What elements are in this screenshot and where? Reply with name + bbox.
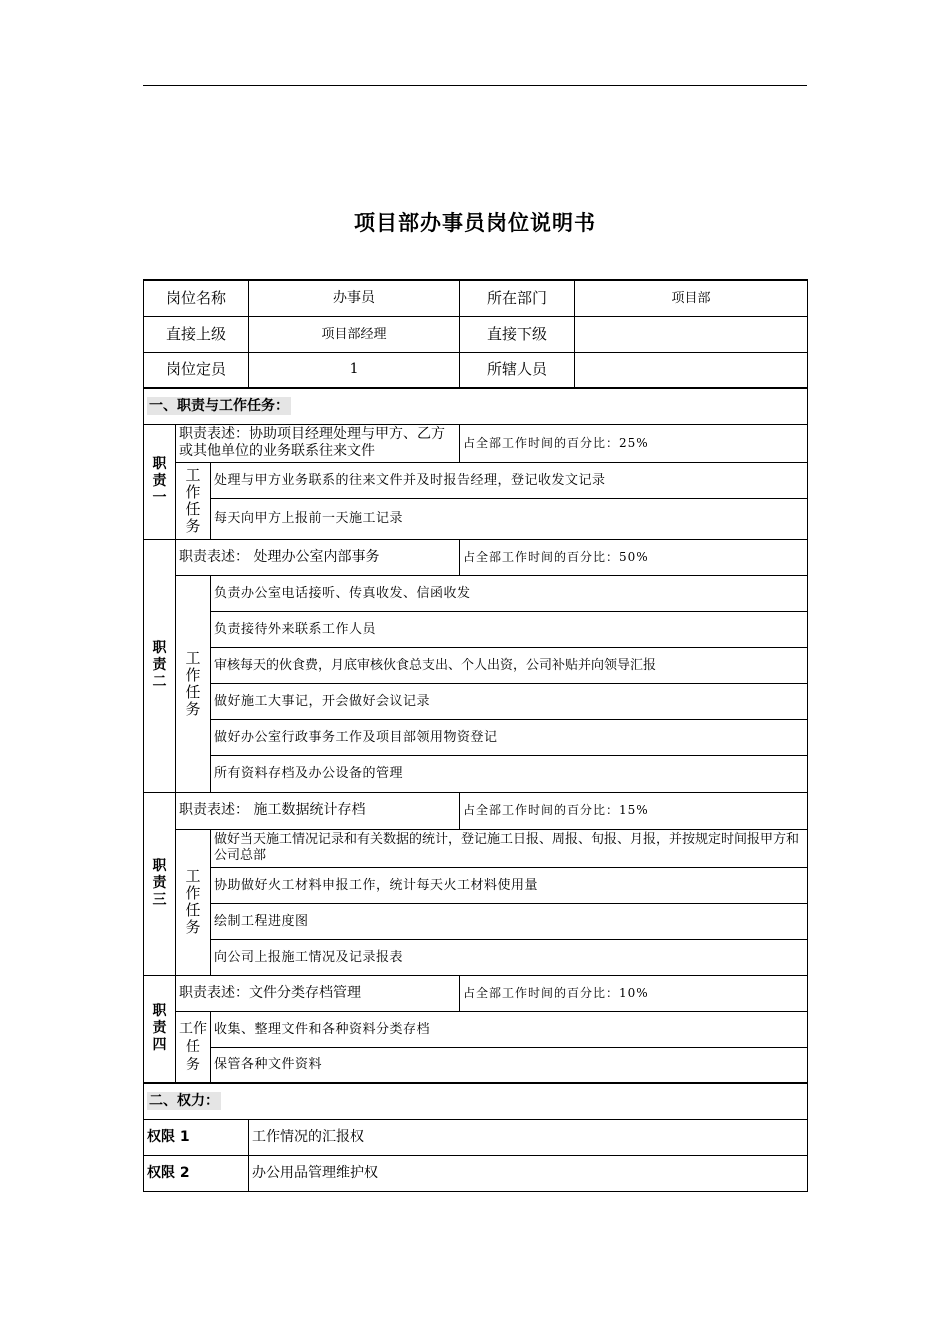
duty2-task: 所有资料存档及办公设备的管理: [211, 755, 808, 792]
duty4-label-char: 职: [152, 1003, 167, 1020]
duty4-task-row: [144, 1011, 808, 1047]
document-title: 项目部办事员岗位说明书: [354, 211, 596, 235]
duty2-task: 做好办公室行政事务工作及项目部领用物资登记: [211, 719, 808, 755]
permission-value: 工作情况的汇报权: [249, 1119, 808, 1155]
department-label: 所在部门: [460, 280, 575, 316]
duty1-desc-row: [144, 424, 808, 462]
duty4-task-label: [176, 1011, 211, 1083]
subordinate-label: 直接下级: [460, 316, 575, 352]
duty3-desc-row: [144, 792, 808, 829]
duty1-task-label-char: 作: [185, 482, 201, 501]
duty4-task-label-char: 任: [186, 1038, 200, 1055]
duty3-description: 职责表述： 施工数据统计存档: [176, 792, 460, 829]
permission-label: 权限 1: [144, 1119, 249, 1155]
duty3-task: 绘制工程进度图: [211, 903, 808, 939]
duty1-label-char: 责: [152, 473, 167, 489]
duty3-task: 向公司上报施工情况及记录报表: [211, 939, 808, 975]
section1-title-text: 一、职责与工作任务：: [149, 397, 289, 414]
duty4-task-label-char: 工作: [179, 1020, 207, 1037]
duty4-task-label-char: 务: [186, 1056, 200, 1073]
duty3-task: 协助做好火工材料申报工作，统计每天火工材料使用量: [211, 867, 808, 903]
duty2-label-char: 二: [152, 674, 167, 690]
duty1-label-char: 一: [152, 490, 167, 506]
duty4-task: 收集、整理文件和各种资料分类存档: [211, 1011, 808, 1047]
duty2-task-label-char: 任: [185, 682, 201, 701]
duty2-task-row: [144, 719, 808, 755]
duty2-task: 负责办公室电话接听、传真收发、信函收发: [211, 575, 808, 611]
permission-row: [144, 1119, 808, 1155]
section1-title: [144, 388, 808, 424]
duty2-task-label: [176, 575, 211, 792]
duty2-label-char: 责: [152, 657, 167, 673]
duty3-task-label-char: 作: [185, 884, 201, 902]
duty2-task-label-char: 工: [185, 648, 201, 667]
duty3-label-char: 三: [152, 892, 167, 908]
duty2-task-row: [144, 575, 808, 611]
duty3-task-label-char: 务: [185, 918, 201, 936]
headcount-value: 1: [249, 352, 460, 388]
duty1-label-char: 职: [152, 456, 167, 472]
position-name-label: 岗位名称: [144, 280, 249, 316]
duty2-desc-row: [144, 539, 808, 575]
duty1-description: 职责表述：协助项目经理处理与甲方、乙方或其他单位的业务联系往来文件: [176, 424, 460, 462]
duty4-desc-row: [144, 975, 808, 1011]
position-name-value: 办事员: [249, 280, 460, 316]
duty2-task-label-char: 务: [185, 699, 201, 718]
superior-label: 直接上级: [144, 316, 249, 352]
duty3-task-row: [144, 903, 808, 939]
duty4-percent: 占全部工作时间的百分比：10%: [460, 975, 808, 1011]
duty1-task-label-char: 任: [185, 499, 201, 518]
duty2-task: 审核每天的伙食费，月底审核伙食总支出、个人出资，公司补贴并向领导汇报: [211, 647, 808, 683]
duty1-task-label-char: 务: [185, 516, 201, 535]
duty3-task: 做好当天施工情况记录和有关数据的统计，登记施工日报、周报、旬报、月报，并按规定时间报甲方和公司总部: [211, 829, 808, 867]
duty3-task-label-char: 任: [185, 901, 201, 919]
section2-row: [144, 1083, 808, 1119]
duty2-label: [144, 539, 176, 792]
section1-row: [144, 388, 808, 424]
info-row-3: [144, 352, 808, 388]
duty3-label-char: 责: [152, 875, 167, 891]
permission-row: [144, 1155, 808, 1191]
duty3-label-char: 职: [152, 858, 167, 874]
duty2-task-row: [144, 755, 808, 792]
duty1-label: [144, 424, 176, 539]
duty3-task-row: [144, 939, 808, 975]
header-rule: [143, 85, 807, 86]
duty3-task-row: [144, 867, 808, 903]
duty2-task-row: [144, 683, 808, 719]
section2-title: [144, 1083, 808, 1119]
superior-value: 项目部经理: [249, 316, 460, 352]
duty1-task: 每天向甲方上报前一天施工记录: [211, 498, 808, 539]
duty2-label-char: 职: [152, 640, 167, 656]
info-row-2: [144, 316, 808, 352]
duty1-task-row: [144, 498, 808, 539]
duty1-task-label: [176, 462, 211, 539]
duty1-task: 处理与甲方业务联系的往来文件并及时报告经理，登记收发文记录: [211, 462, 808, 498]
subordinate-value: [575, 316, 808, 352]
staff-label: 所辖人员: [460, 352, 575, 388]
info-row-1: [144, 280, 808, 316]
duty4-label-char: 四: [152, 1037, 167, 1054]
duty4-description: 职责表述：文件分类存档管理: [176, 975, 460, 1011]
duty1-task-label-char: 工: [185, 465, 201, 484]
duty1-task-row: [144, 462, 808, 498]
duty4-label-char: 责: [152, 1020, 167, 1037]
permission-value: 办公用品管理维护权: [249, 1155, 808, 1191]
department-value: 项目部: [575, 280, 808, 316]
duty2-percent: 占全部工作时间的百分比：50%: [460, 539, 808, 575]
duty2-description: 职责表述： 处理办公室内部事务: [176, 539, 460, 575]
duty1-percent: 占全部工作时间的百分比：25%: [460, 424, 808, 462]
duty2-task-label-char: 作: [185, 665, 201, 684]
duty4-label: [144, 975, 176, 1083]
duty3-label: [144, 792, 176, 975]
duty4-task-row: [144, 1047, 808, 1083]
permission-label: 权限 2: [144, 1155, 249, 1191]
duty3-task-row: [144, 829, 808, 867]
duty2-task-row: [144, 611, 808, 647]
duty2-task-row: [144, 647, 808, 683]
duty3-percent: 占全部工作时间的百分比：15%: [460, 792, 808, 829]
duty3-task-label: [176, 829, 211, 975]
duty4-task: 保管各种文件资料: [211, 1047, 808, 1083]
duty2-task: 做好施工大事记，开会做好会议记录: [211, 683, 808, 719]
headcount-label: 岗位定员: [144, 352, 249, 388]
staff-value: [575, 352, 808, 388]
duty3-task-label-char: 工: [185, 867, 201, 885]
job-description-table: [143, 279, 808, 1192]
section2-title-text: 二、权力：: [149, 1092, 219, 1109]
duty2-task: 负责接待外来联系工作人员: [211, 611, 808, 647]
